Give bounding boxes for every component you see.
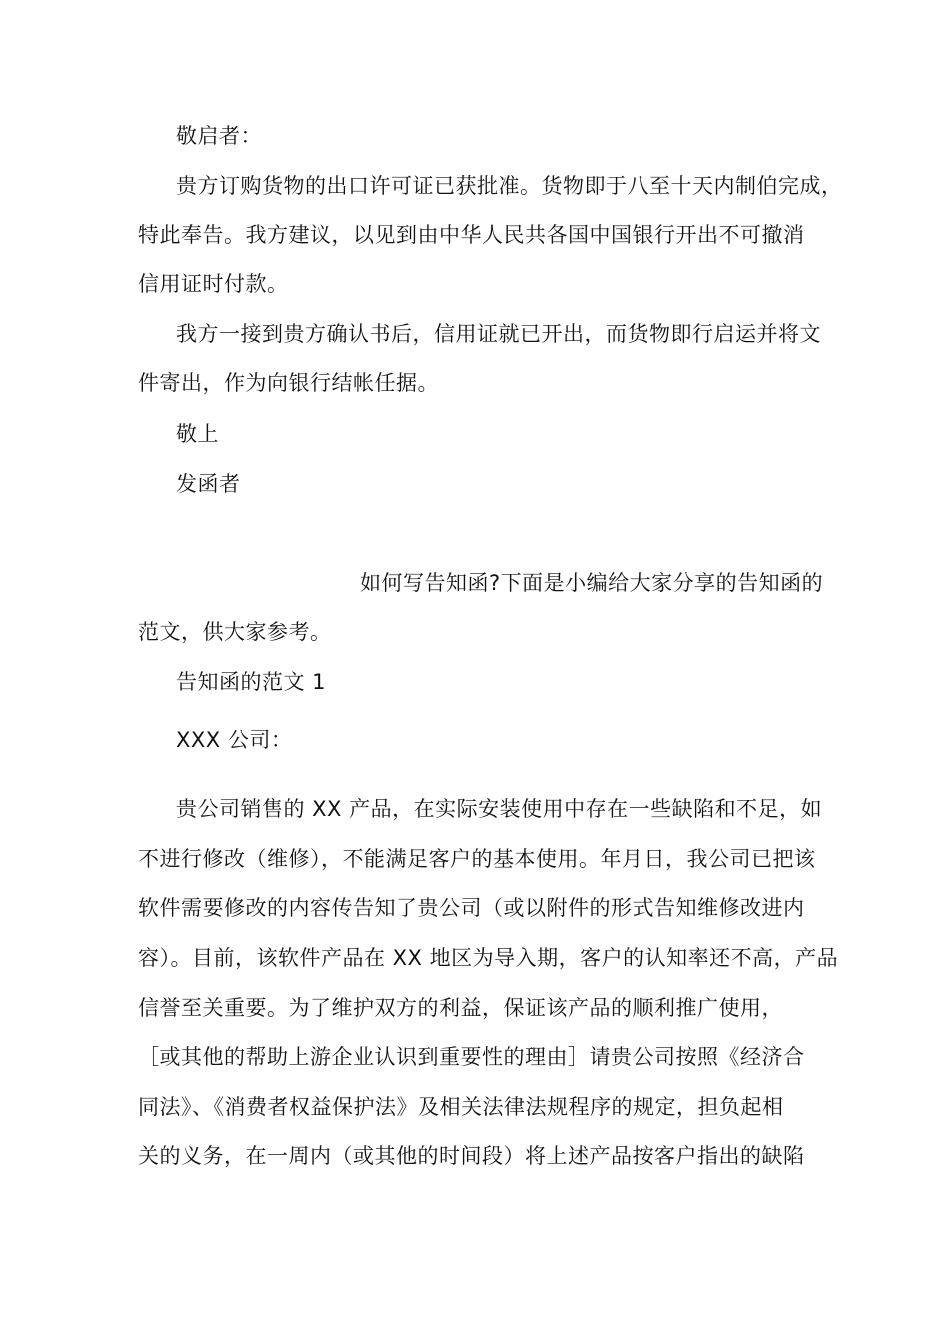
body-line: 信誉至关重要。为了维护双方的利益，保证该产品的顺利推广使用， (138, 996, 783, 1020)
paragraph-line: 我方一接到贵方确认书后，信用证就已开出，而货物即行启运并将文 (176, 322, 821, 346)
paragraph-line: 信用证时付款。 (138, 272, 289, 296)
body-line: 容）。目前，该软件产品在 XX 地区为导入期，客户的认知率还不高，产品 (138, 946, 839, 970)
paragraph-line: 特此奉告。我方建议，以见到由中华人民共各国中国银行开出不可撤消 (138, 223, 805, 247)
paragraph-line: 件寄出，作为向银行结帐任据。 (138, 371, 439, 395)
addressee: XXX 公司： (176, 728, 293, 752)
body-line: 贵公司销售的 XX 产品，在实际安装使用中存在一些缺陷和不足，如 (176, 797, 823, 821)
sender: 发函者 (176, 472, 241, 496)
body-line: 同法》、《消费者权益保护法》及相关法律法规程序的规定，担负起相 (138, 1095, 784, 1119)
intro-line: 如何写告知函?下面是小编给大家分享的告知函的 (360, 571, 824, 595)
salutation: 敬启者： (176, 124, 262, 148)
closing: 敬上 (176, 422, 219, 446)
body-line: 不进行修改（维修），不能满足客户的基本使用。年月日，我公司已把该 (138, 847, 816, 871)
intro-line: 范文，供大家参考。 (138, 620, 332, 644)
body-line: 软件需要修改的内容传告知了贵公司（或以附件的形式告知维修改进内 (138, 896, 805, 920)
body-line: ［或其他的帮助上游企业认识到重要性的理由］请贵公司按照《经济合 (138, 1045, 805, 1069)
sample-heading: 告知函的范文 1 (176, 670, 327, 694)
body-line: 关的义务，在一周内（或其他的时间段）将上述产品按客户指出的缺陷 (138, 1144, 805, 1168)
paragraph-line: 贵方订购货物的出口许可证已获批准。货物即于八至十天内制伯完成， (176, 174, 843, 198)
